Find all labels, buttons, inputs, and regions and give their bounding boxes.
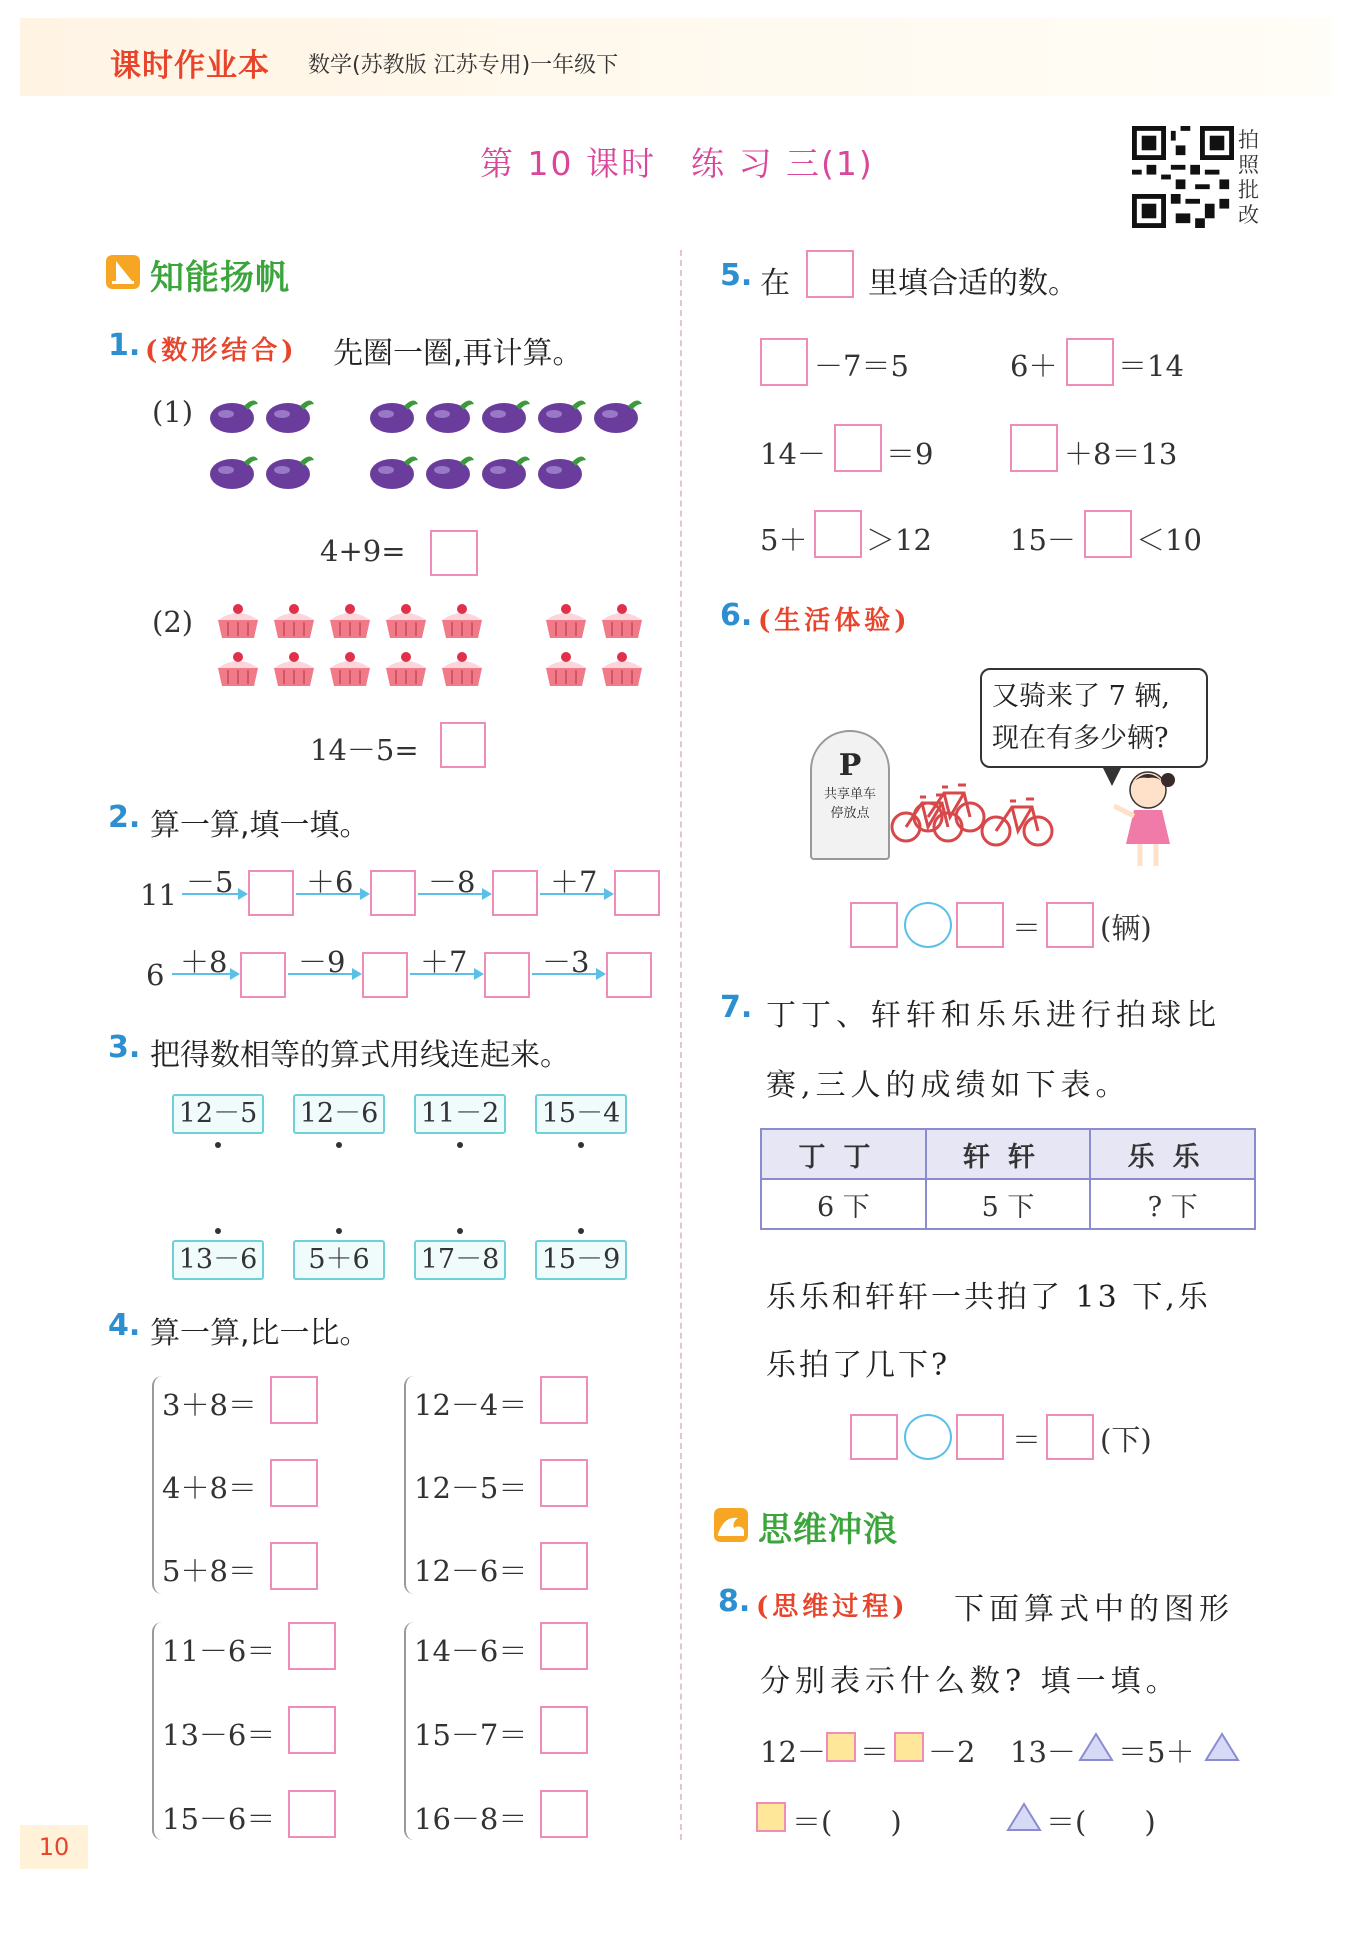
q6-answer-box-1[interactable] bbox=[850, 902, 898, 948]
q4-left-eq-4: 11－6＝ bbox=[162, 1634, 276, 1668]
q3-top-expr-2[interactable]: 12－6 bbox=[293, 1094, 385, 1134]
q8-eq1-part-a: 12－ bbox=[760, 1735, 826, 1769]
q8-answer-triangle-blank[interactable]: ＝( ) bbox=[1046, 1805, 1156, 1839]
q2-row1-op-3: －8 bbox=[428, 865, 476, 899]
q2-row1-box-1[interactable] bbox=[248, 870, 294, 916]
q2-row1-box-2[interactable] bbox=[370, 870, 416, 916]
subject-line: 数学(苏教版 江苏专用)一年级下 bbox=[308, 53, 619, 78]
q3-text: 把得数相等的算式用线连起来。 bbox=[150, 1038, 570, 1073]
q2-row2-op-3: ＋7 bbox=[420, 945, 468, 979]
q4-left-brace-2 bbox=[152, 1622, 162, 1840]
q3-top-expr-1[interactable]: 12－5 bbox=[172, 1094, 264, 1134]
q4-left-eq-3: 5＋8＝ bbox=[162, 1554, 257, 1588]
q4-left-brace-1 bbox=[152, 1376, 162, 1594]
q3-top-dot-3[interactable] bbox=[457, 1142, 463, 1148]
q7-text-line-2: 赛,三人的成绩如下表。 bbox=[766, 1068, 1131, 1103]
q6-equals: ＝ bbox=[1012, 911, 1042, 945]
q3-number: 3. bbox=[108, 1030, 141, 1065]
q5-r3-a-box[interactable] bbox=[814, 510, 862, 558]
q5-r2-a-after: ＝9 bbox=[886, 437, 934, 471]
q8-eq1-part-c: －2 bbox=[928, 1735, 976, 1769]
q1-part2-answer-box[interactable] bbox=[440, 722, 486, 768]
wave-icon bbox=[714, 1508, 748, 1542]
q4-right-box-2[interactable] bbox=[540, 1459, 588, 1507]
q2-row2-op-1: ＋8 bbox=[180, 945, 228, 979]
q7-number: 7. bbox=[720, 990, 753, 1025]
q4-right-box-4[interactable] bbox=[540, 1622, 588, 1670]
q2-row1-op-4: ＋7 bbox=[550, 865, 598, 899]
q8-eq1-square-2 bbox=[894, 1732, 924, 1762]
q1-part2-equation: 14－5= bbox=[310, 733, 419, 767]
q6-unit: (辆) bbox=[1100, 911, 1152, 945]
q2-row2-box-3[interactable] bbox=[484, 952, 530, 998]
q5-r1-b-box[interactable] bbox=[1066, 338, 1114, 386]
q8-eq1-square-1 bbox=[826, 1732, 856, 1762]
cake-group bbox=[212, 602, 662, 694]
q5-r3-b-before: 15－ bbox=[1010, 523, 1076, 557]
q2-row2-start: 6 bbox=[146, 958, 165, 992]
q6-sign-line-2: 停放点 bbox=[830, 806, 870, 821]
page-number: 10 bbox=[20, 1825, 88, 1869]
q4-left-box-5[interactable] bbox=[288, 1706, 336, 1754]
q4-right-eq-6: 16－8＝ bbox=[414, 1802, 528, 1836]
q4-left-box-4[interactable] bbox=[288, 1622, 336, 1670]
q3-top-dot-1[interactable] bbox=[215, 1142, 221, 1148]
q2-row1-op-2: ＋6 bbox=[306, 865, 354, 899]
section-title-thinking: 思维冲浪 bbox=[758, 1510, 898, 1550]
q8-text-line-1: 下面算式中的图形 bbox=[954, 1592, 1234, 1627]
q3-bottom-expr-3[interactable]: 17－8 bbox=[414, 1240, 506, 1280]
q2-row1-start: 11 bbox=[140, 878, 177, 912]
q7-value-xuanxuan: 5 下 bbox=[926, 1179, 1091, 1229]
q2-row1-box-3[interactable] bbox=[492, 870, 538, 916]
q1-text: 先圈一圈,再计算。 bbox=[333, 336, 583, 371]
q5-r1-a-box[interactable] bbox=[760, 338, 808, 386]
q2-row2-op-2: －9 bbox=[298, 945, 346, 979]
q5-text-b: 里填合适的数。 bbox=[868, 266, 1078, 301]
q1-part1-label: (1) bbox=[152, 395, 194, 429]
q4-left-box-6[interactable] bbox=[288, 1790, 336, 1838]
q6-parking-sign bbox=[810, 730, 890, 860]
sail-icon bbox=[106, 255, 140, 289]
q7-value-dingding: 6 下 bbox=[761, 1179, 926, 1229]
q4-right-eq-2: 12－5＝ bbox=[414, 1471, 528, 1505]
q6-speech-bubble bbox=[980, 668, 1208, 768]
q8-text-line-2: 分别表示什么数? 填一填。 bbox=[760, 1664, 1181, 1699]
q8-answer-square-blank[interactable]: ＝( ) bbox=[792, 1805, 902, 1839]
q5-r2-b-after: ＋8＝13 bbox=[1064, 437, 1178, 471]
q3-top-dot-2[interactable] bbox=[336, 1142, 342, 1148]
q4-left-eq-6: 15－6＝ bbox=[162, 1802, 276, 1836]
q4-text: 算一算,比一比。 bbox=[150, 1316, 370, 1351]
q3-bottom-expr-2[interactable]: 5＋6 bbox=[293, 1240, 385, 1280]
q2-text: 算一算,填一填。 bbox=[150, 808, 370, 843]
q6-tag: (生活体验) bbox=[758, 606, 911, 636]
q4-right-eq-1: 12－4＝ bbox=[414, 1388, 528, 1422]
bicycle-group-icon bbox=[890, 755, 1060, 855]
q7-score-table bbox=[760, 1128, 1256, 1230]
q4-right-box-3[interactable] bbox=[540, 1542, 588, 1590]
q4-right-eq-4: 14－6＝ bbox=[414, 1634, 528, 1668]
q1-number: 1. bbox=[108, 328, 141, 363]
q8-eq2-part-a: 13－ bbox=[1010, 1735, 1076, 1769]
q5-text-a: 在 bbox=[760, 266, 790, 301]
q7-question-line-1: 乐乐和轩轩一共拍了 13 下,乐 bbox=[766, 1280, 1211, 1315]
q2-row1-box-4[interactable] bbox=[614, 870, 660, 916]
q3-bottom-dot-2[interactable] bbox=[336, 1228, 342, 1234]
q7-header-lele: 乐乐 bbox=[1090, 1129, 1255, 1179]
q6-sign-p: P bbox=[838, 748, 862, 783]
column-divider bbox=[680, 250, 682, 1840]
q4-left-eq-2: 4＋8＝ bbox=[162, 1471, 257, 1505]
q3-bottom-expr-1[interactable]: 13－6 bbox=[172, 1240, 264, 1280]
q8-eq1-part-b: ＝ bbox=[860, 1735, 890, 1769]
girl-icon bbox=[1108, 766, 1188, 876]
triangle-icon bbox=[1078, 1732, 1114, 1762]
section-title-knowledge: 知能扬帆 bbox=[150, 258, 290, 298]
q5-r2-b-box[interactable] bbox=[1010, 424, 1058, 472]
q4-number: 4. bbox=[108, 1308, 141, 1343]
q2-row1-op-1: －5 bbox=[186, 865, 234, 899]
q7-header-dingding: 丁丁 bbox=[761, 1129, 926, 1179]
q6-answer-box-3[interactable] bbox=[1046, 902, 1094, 948]
q5-r1-a-after: －7＝5 bbox=[814, 349, 909, 383]
q5-example-box bbox=[806, 250, 854, 298]
q5-r3-b-after: ＜10 bbox=[1136, 523, 1202, 557]
q3-bottom-expr-4[interactable]: 15－9 bbox=[535, 1240, 627, 1280]
q7-answer-box-1[interactable] bbox=[850, 1414, 898, 1460]
q6-sign-line-1: 共享单车 bbox=[823, 787, 876, 802]
q7-operator-circle[interactable] bbox=[904, 1414, 952, 1460]
q4-left-eq-1: 3＋8＝ bbox=[162, 1388, 257, 1422]
q7-value-lele: ? 下 bbox=[1090, 1179, 1255, 1229]
q6-number: 6. bbox=[720, 598, 753, 633]
q2-row2-box-1[interactable] bbox=[240, 952, 286, 998]
lesson-title: 第 10 课时 练 习 三(1) bbox=[480, 144, 874, 183]
q5-r1-b-before: 6＋ bbox=[1010, 349, 1058, 383]
qr-code-icon[interactable] bbox=[1132, 126, 1234, 228]
q5-r3-b-box[interactable] bbox=[1084, 510, 1132, 558]
q4-right-brace-1 bbox=[404, 1376, 414, 1594]
q2-row2-box-2[interactable] bbox=[362, 952, 408, 998]
q4-right-eq-3: 12－6＝ bbox=[414, 1554, 528, 1588]
q2-row2-box-4[interactable] bbox=[606, 952, 652, 998]
q1-tag: (数形结合) bbox=[145, 336, 298, 366]
q4-right-box-6[interactable] bbox=[540, 1790, 588, 1838]
q4-right-box-5[interactable] bbox=[540, 1706, 588, 1754]
q6-answer-box-2[interactable] bbox=[956, 902, 1004, 948]
q1-part1-answer-box[interactable] bbox=[430, 530, 478, 576]
q5-r3-a-after: ＞12 bbox=[866, 523, 932, 557]
q7-answer-box-2[interactable] bbox=[956, 1414, 1004, 1460]
q5-r2-a-before: 14－ bbox=[760, 437, 826, 471]
q4-right-brace-2 bbox=[404, 1622, 414, 1840]
q3-bottom-dot-1[interactable] bbox=[215, 1228, 221, 1234]
q8-answer-square bbox=[756, 1802, 786, 1832]
q8-tag: (思维过程) bbox=[756, 1592, 909, 1622]
q8-number: 8. bbox=[718, 1584, 751, 1619]
q3-top-expr-4[interactable]: 15－4 bbox=[535, 1094, 627, 1134]
q5-r3-a-before: 5＋ bbox=[760, 523, 808, 557]
q5-r1-b-after: ＝14 bbox=[1118, 349, 1184, 383]
triangle-icon bbox=[1204, 1732, 1240, 1762]
triangle-icon bbox=[1006, 1802, 1042, 1832]
q2-number: 2. bbox=[108, 800, 141, 835]
q3-bottom-dot-3[interactable] bbox=[457, 1228, 463, 1234]
eggplant-group bbox=[210, 392, 660, 504]
q3-top-dot-4[interactable] bbox=[578, 1142, 584, 1148]
q6-operator-circle[interactable] bbox=[904, 902, 952, 948]
q4-right-box-1[interactable] bbox=[540, 1376, 588, 1424]
q5-r2-a-box[interactable] bbox=[834, 424, 882, 472]
q4-left-box-1[interactable] bbox=[270, 1376, 318, 1424]
q4-left-eq-5: 13－6＝ bbox=[162, 1718, 276, 1752]
q3-bottom-dot-4[interactable] bbox=[578, 1228, 584, 1234]
q7-question-line-2: 乐拍了几下? bbox=[766, 1348, 951, 1383]
q7-unit: (下) bbox=[1100, 1423, 1152, 1457]
q7-text-line-1: 丁丁、轩轩和乐乐进行拍球比 bbox=[766, 998, 1221, 1033]
q2-row2-op-4: －3 bbox=[542, 945, 590, 979]
q4-right-eq-5: 15－7＝ bbox=[414, 1718, 528, 1752]
q1-part1-equation: 4+9= bbox=[320, 534, 406, 568]
q7-equals: ＝ bbox=[1012, 1423, 1042, 1457]
brand-title: 课时作业本 bbox=[110, 48, 270, 84]
q1-part2-label: (2) bbox=[152, 605, 194, 639]
q6-speech-line-2: 现在有多少辆? bbox=[992, 723, 1169, 754]
q7-answer-box-3[interactable] bbox=[1046, 1414, 1094, 1460]
q8-eq2-part-b: ＝5＋ bbox=[1118, 1735, 1195, 1769]
q3-top-expr-3[interactable]: 11－2 bbox=[414, 1094, 506, 1134]
q4-left-box-3[interactable] bbox=[270, 1542, 318, 1590]
qr-label: 拍照批改 bbox=[1238, 128, 1259, 227]
q4-left-box-2[interactable] bbox=[270, 1459, 318, 1507]
q6-speech-line-1: 又骑来了 7 辆, bbox=[992, 681, 1170, 712]
q7-header-xuanxuan: 轩轩 bbox=[926, 1129, 1091, 1179]
q5-number: 5. bbox=[720, 258, 753, 293]
